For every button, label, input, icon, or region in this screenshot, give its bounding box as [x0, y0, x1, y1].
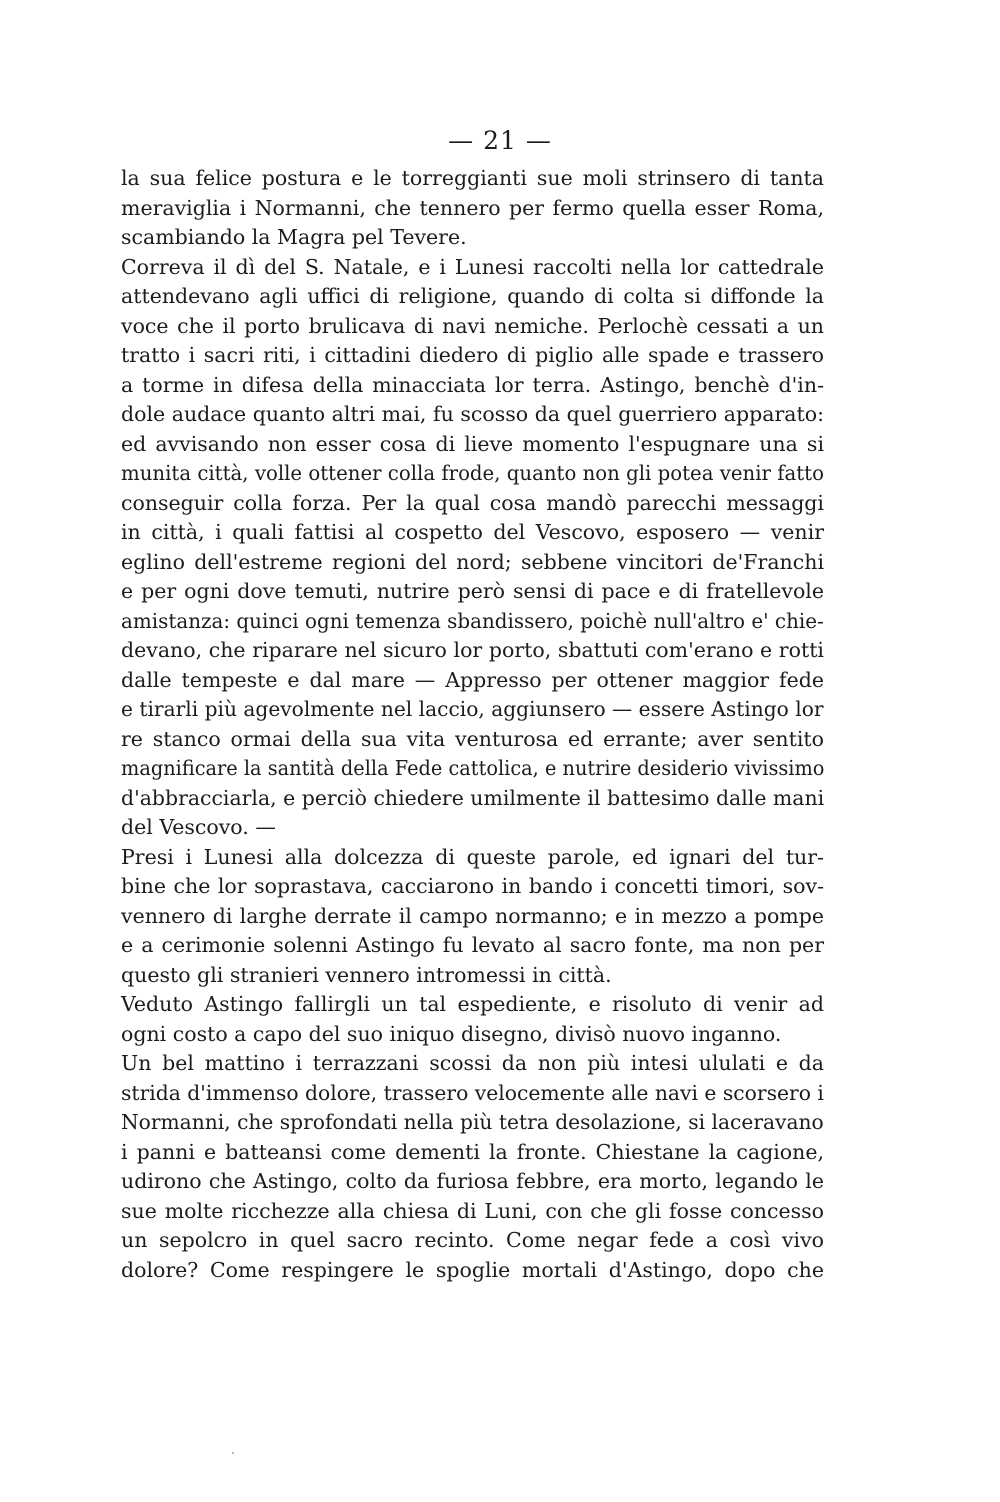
text-line: ogni costo a capo del suo iniquo disegno, divisò nuovo inganno.	[121, 1021, 782, 1046]
text-line: d'abbracciarla, e perciò chiedere umilmente il battesimo dalle mani	[121, 785, 825, 810]
text-line: voce che il porto brulicava di navi nemiche. Perlochè cessati a un	[121, 313, 824, 338]
text-line: devano, che riparare nel sicuro lor porto, sbattuti com'erano e rotti	[121, 638, 824, 662]
text-line: questo gli stranieri vennero intromessi in città.	[121, 962, 612, 987]
scan-speck	[232, 1452, 234, 1454]
text-line: in città, i quali fattisi al cospetto del Vescovo, esposero — venir	[121, 520, 824, 544]
text-line: del Vescovo. —	[121, 815, 276, 839]
text-line: sue molte ricchezze alla chiesa di Luni, con che gli fosse concesso	[121, 1198, 824, 1223]
text-line: conseguir colla forza. Per la qual cosa mandò parecchi messaggi	[121, 490, 824, 515]
text-line: strida d'immenso dolore, trassero velocemente alle navi e scorsero i	[121, 1080, 824, 1105]
text-line: attendevano agli uffici di religione, quando di colta si diffonde la	[121, 284, 824, 308]
text-line: Normanni, che sprofondati nella più tetra desolazione, si laceravano	[121, 1110, 824, 1134]
text-line: tratto i sacri riti, i cittadini diedero di piglio alle spade e trassero	[121, 343, 824, 367]
text-line: e tirarli più agevolmente nel laccio, aggiunsero — essere Astingo lor	[121, 697, 824, 721]
text-line: a torme in difesa della minacciata lor terra. Astingo, benchè d'in-	[121, 372, 824, 397]
text-line: i panni e batteansi come dementi la fronte. Chiestane la cagione,	[121, 1139, 824, 1164]
text-line: bine che lor soprastava, cacciarono in bando i concetti timori, sov-	[121, 874, 824, 898]
text-line: vennero di larghe derrate il campo normanno; e in mezzo a pompe	[121, 903, 824, 928]
text-line: dole audace quanto altri mai, fu scosso da quel guerriero apparato:	[121, 402, 824, 426]
text-line: ed avvisando non esser cosa di lieve momento l'espugnare una si	[121, 431, 824, 456]
body-text	[121, 164, 824, 1285]
text-line: un sepolcro in quel sacro recinto. Come negar fede a così vivo	[121, 1228, 824, 1252]
text-line: e per ogni dove temuti, nutrire però sensi di pace e di fratellevole	[121, 579, 824, 603]
text-line: Correva il dì del S. Natale, e i Lunesi raccolti nella lor cattedrale	[121, 254, 824, 279]
text-line: e a cerimonie solenni Astingo fu levato al sacro fonte, ma non per	[121, 933, 824, 957]
text-line: Presi i Lunesi alla dolcezza di queste parole, ed ignari del tur-	[121, 844, 824, 869]
text-line: eglino dell'estreme regioni del nord; sebbene vincitori de'Franchi	[121, 549, 824, 574]
text-line: Veduto Astingo fallirgli un tal espediente, e risoluto di venir ad	[121, 992, 824, 1016]
text-line: munita città, volle ottener colla frode, quanto non gli potea venir fatto	[121, 461, 824, 485]
text-line: re stanco ormai della sua vita venturosa ed errante; aver sentito	[121, 726, 824, 751]
text-line: Un bel mattino i terrazzani scossi da non più intesi ululati e da	[121, 1051, 824, 1075]
text-line: udirono che Astingo, colto da furiosa febbre, era morto, legando le	[121, 1169, 824, 1193]
text-line: la sua felice postura e le torreggianti sue moli strinsero di tanta	[121, 166, 824, 190]
text-line: amistanza: quinci ogni temenza sbandissero, poichè null'altro e' chie-	[121, 608, 824, 633]
text-line: dolore? Come respingere le spoglie mortali d'Astingo, dopo che	[121, 1257, 824, 1282]
text-line: magnificare la santità della Fede cattolica, e nutrire desiderio vivissimo	[121, 756, 825, 780]
text-line: meraviglia i Normanni, che tennero per fermo quella esser Roma,	[121, 195, 824, 220]
page-number: — 21 —	[448, 126, 552, 155]
text-line: dalle tempeste e dal mare — Appresso per ottener maggior fede	[121, 667, 824, 692]
text-line: scambiando la Magra pel Tevere.	[121, 225, 467, 249]
